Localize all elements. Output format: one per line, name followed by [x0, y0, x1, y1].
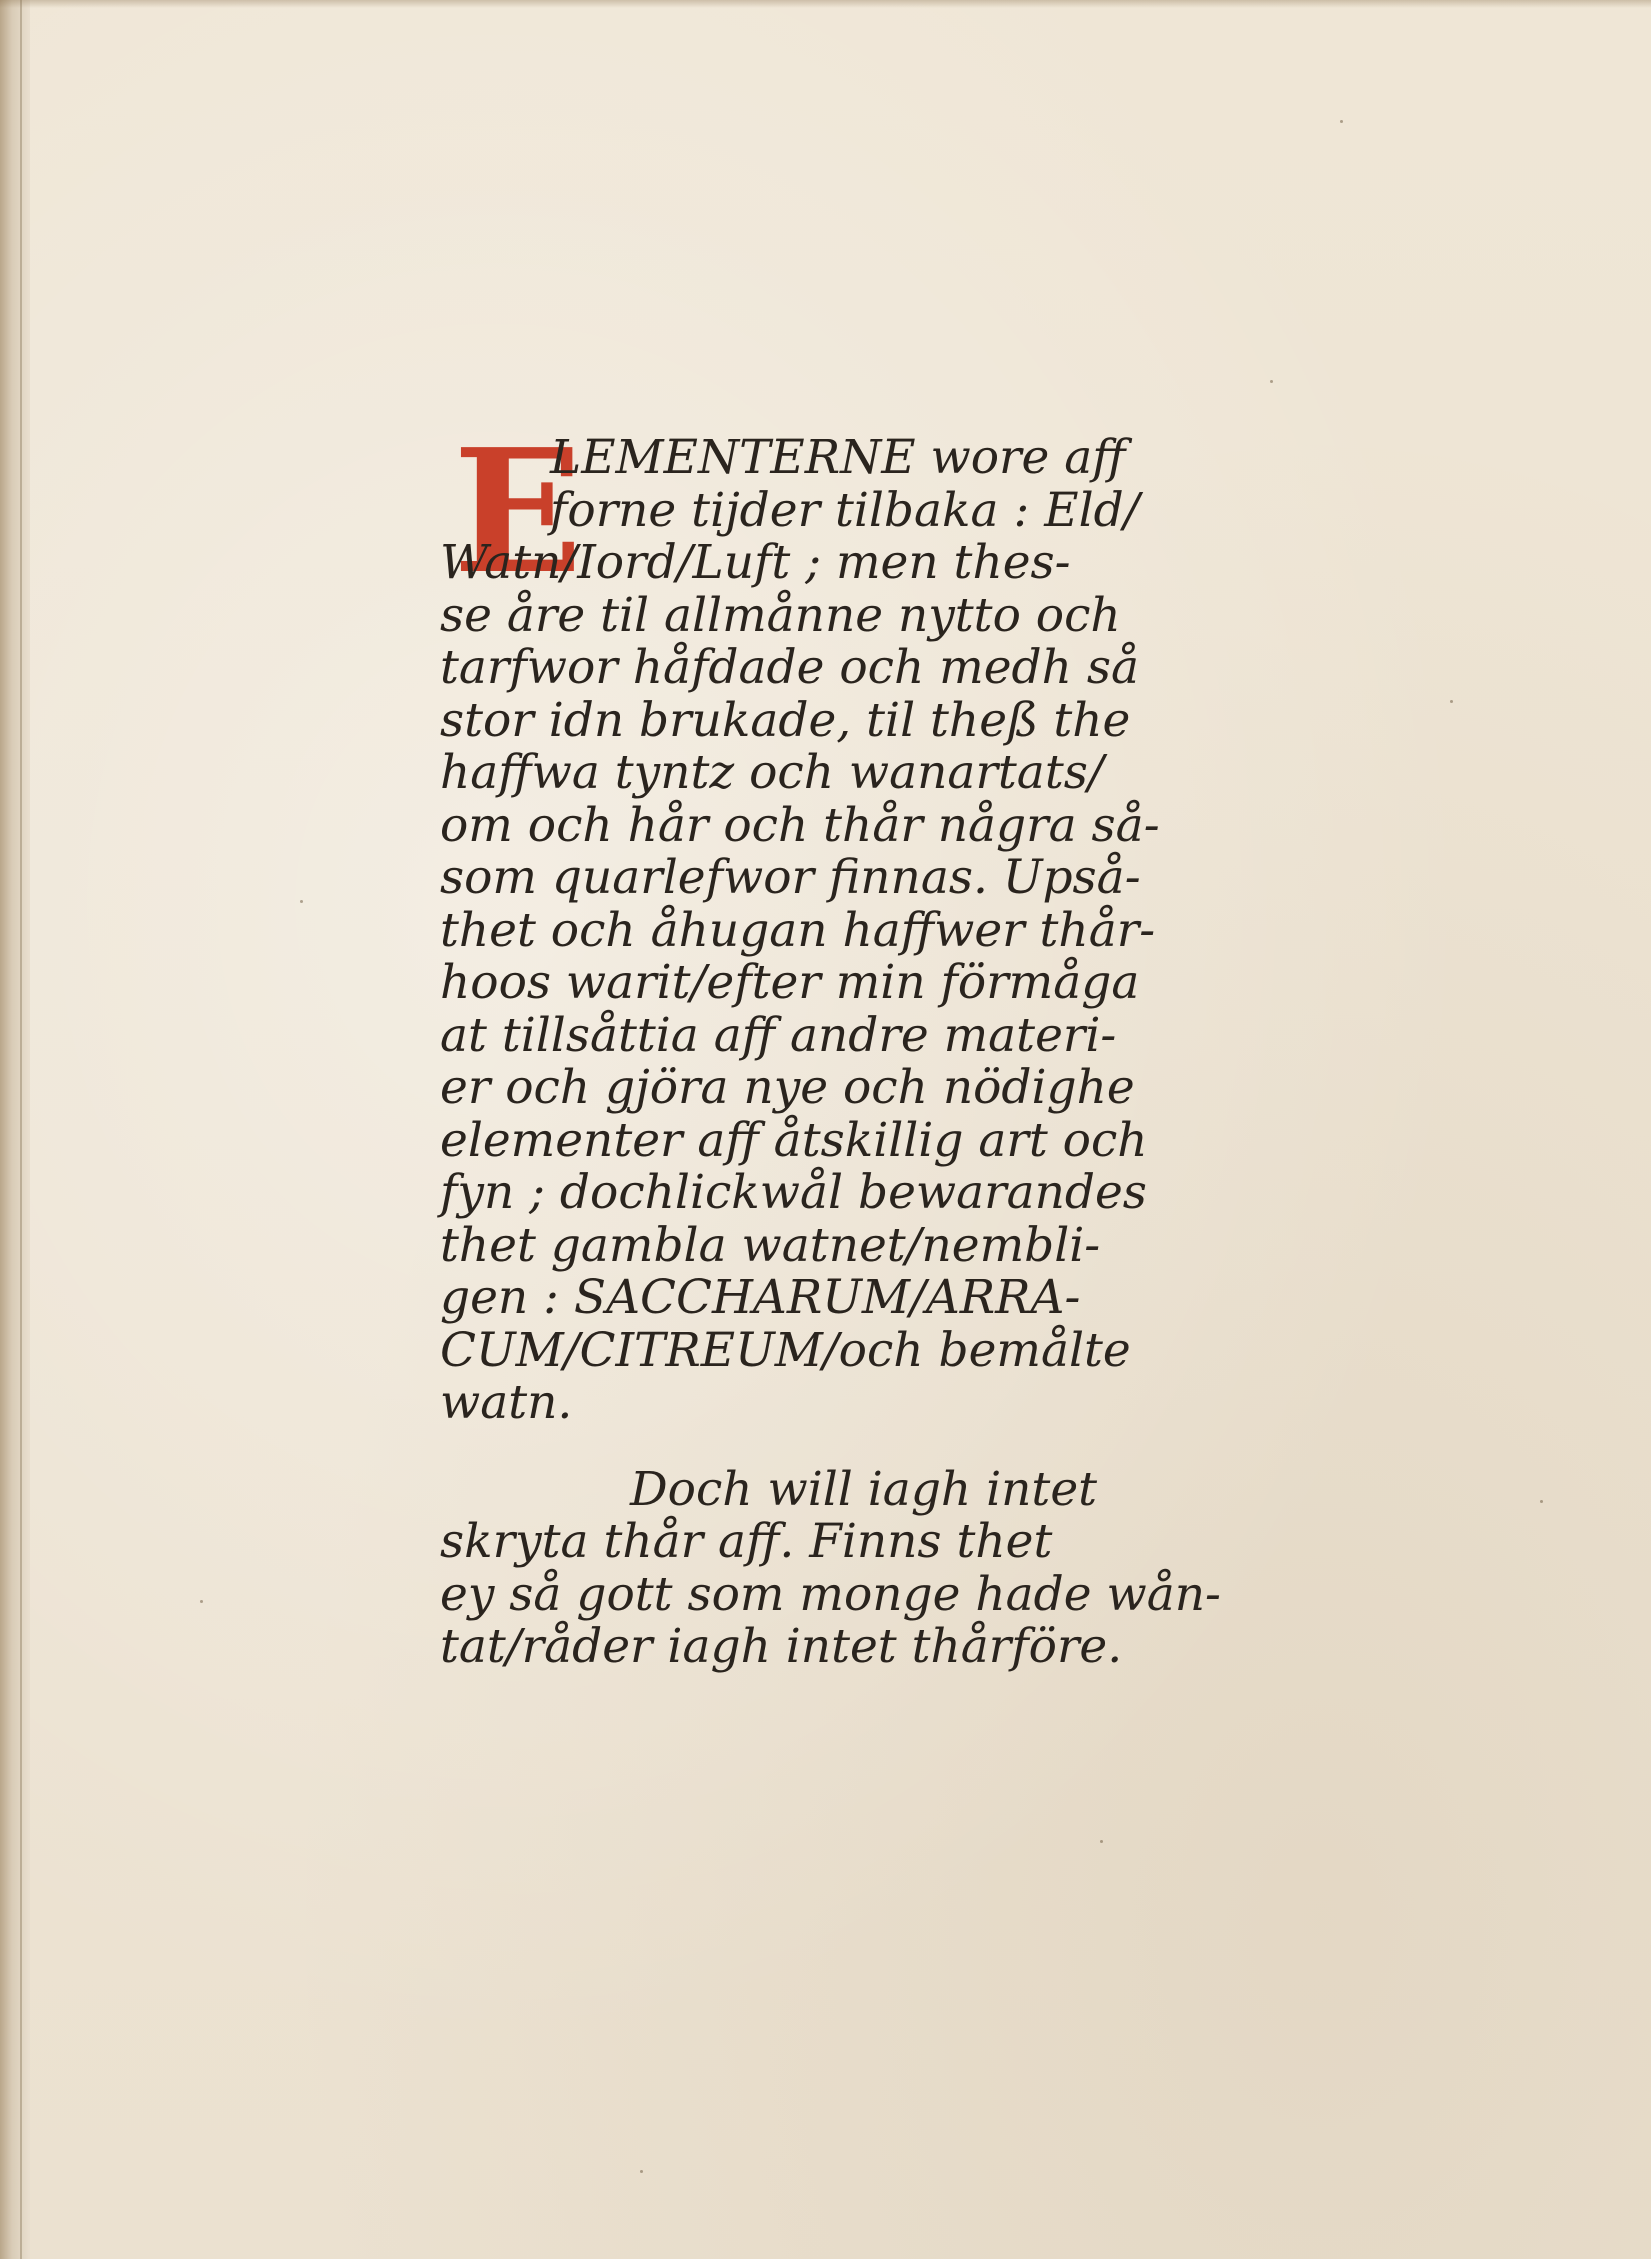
- text-line: ey så gott som monge hade wån-: [440, 1566, 1221, 1622]
- paper-speck: [640, 2170, 643, 2173]
- text-line: tat/råder iagh intet thårföre.: [440, 1619, 1123, 1674]
- binding-shadow-line: [20, 0, 22, 2259]
- text-line: som quarlefwor finnas. Upså-: [440, 850, 1141, 905]
- text-line: elementer aff åtskillig art och: [440, 1112, 1148, 1168]
- paper-speck: [200, 1600, 203, 1603]
- text-line: gen : SACCHARUM/ARRA-: [440, 1270, 1081, 1325]
- drop-cap: E: [453, 412, 583, 612]
- text-line: at tillsåttia aff andre materi-: [440, 1007, 1117, 1063]
- text-line: fyn ; dochlickwål bewarandes: [440, 1165, 1147, 1220]
- paper-speck: [1340, 120, 1343, 123]
- manuscript-text: [440, 412, 1280, 1674]
- text-line: Doch will iagh intet: [630, 1461, 1098, 1517]
- text-line: skryta thår aff. Finns thet: [440, 1514, 1053, 1569]
- text-line: stor idn brukade, til theß the: [440, 692, 1131, 748]
- text-line: hoos warit/efter min förmåga: [440, 955, 1140, 1010]
- paper-speck: [1100, 1840, 1103, 1843]
- text-line: tarfwor håfdade och medh så: [440, 640, 1139, 695]
- text-line: Watn/Iord/Luft ; men thes-: [440, 535, 1071, 590]
- page-top-edge: [0, 0, 1651, 8]
- text-line: se åre til allmånne nytto och: [440, 587, 1121, 643]
- text-line: thet gambla watnet/nembli-: [440, 1217, 1101, 1273]
- text-line: thet och åhugan haffwer thår-: [440, 902, 1156, 958]
- text-line: om och hår och thår några så-: [440, 797, 1160, 853]
- text-line: LEMENTERNE wore aff: [550, 430, 1126, 485]
- paper-speck: [1450, 700, 1453, 703]
- text-line: er och gjöra nye och nödighe: [440, 1060, 1135, 1115]
- text-line: haffwa tyntz och wanartats/: [440, 745, 1104, 800]
- text-line: CUM/CITREUM/och bemålte: [440, 1322, 1131, 1378]
- paper-speck: [1270, 380, 1273, 383]
- text-line: forne tijder tilbaka : Eld/: [550, 482, 1140, 538]
- binding-edge: [0, 0, 30, 2259]
- text-line: watn.: [440, 1375, 573, 1430]
- paper-speck: [1540, 1500, 1543, 1503]
- paper-speck: [300, 900, 303, 903]
